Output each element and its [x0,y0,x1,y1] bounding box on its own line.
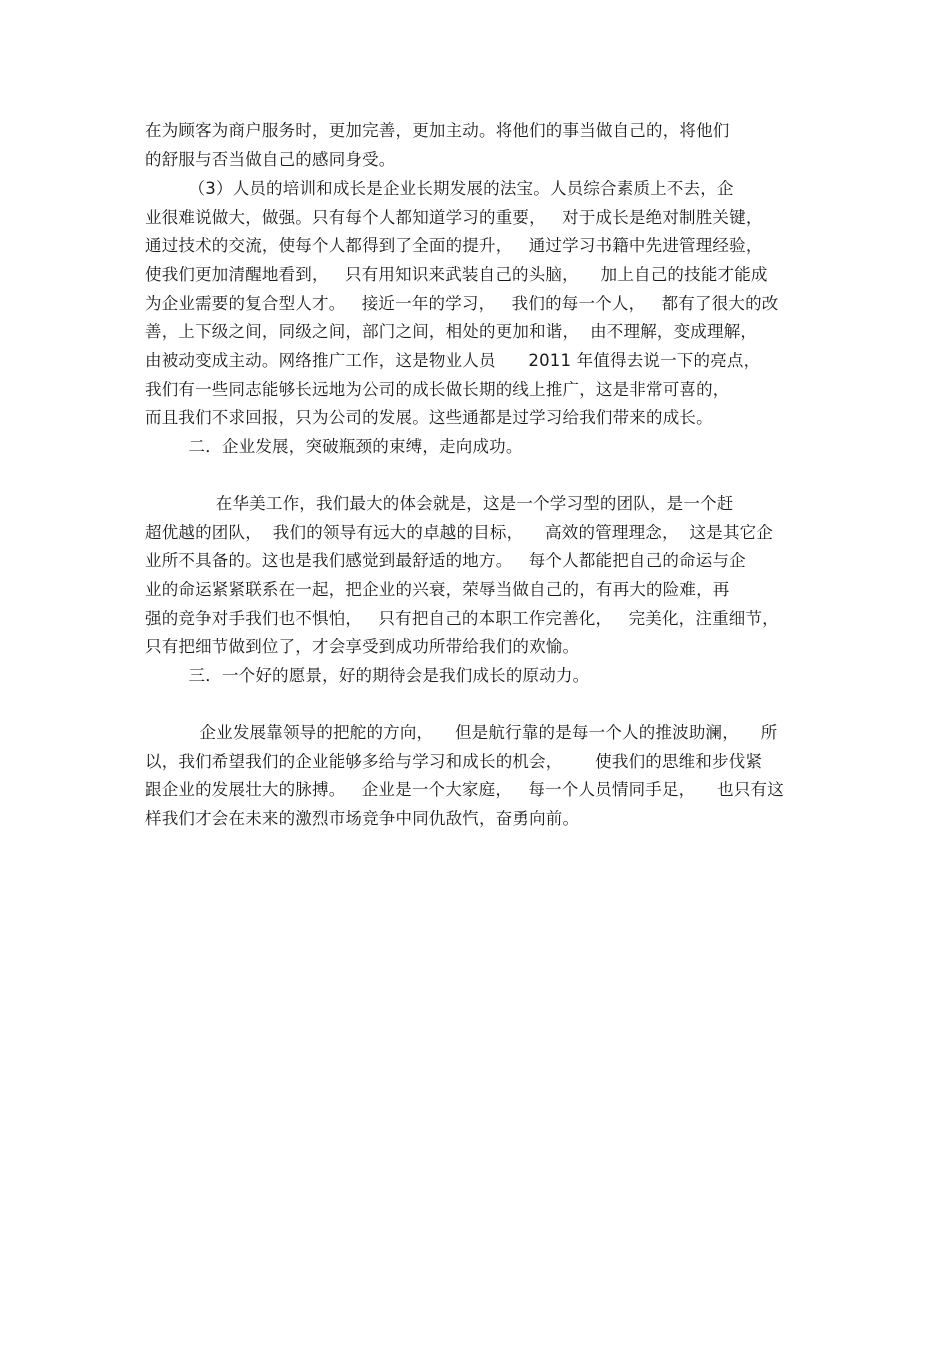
text-line: 样我们才会在未来的激烈市场竞争中同仇敌忾，奋勇向前。 [145,809,580,828]
text-line: 通过技术的交流，使每个人都得到了全面的提升， 通过学习书籍中先进管理经验， [145,236,763,255]
text-line: 而且我们不求回报，只为公司的发展。这些通都是过学习给我们带来的成长。 [145,408,713,427]
text-line: 为企业需要的复合型人才。 接近一年的学习， 我们的每一个人， 都有了很大的改 [145,294,779,313]
text-line: 企业发展靠领导的把舵的方向， 但是航行靠的是每一个人的推波助澜， 所 [145,723,778,742]
text-line: 强的竞争对手我们也不惧怕， 只有把自己的本职工作完善化， 完美化，注重细节， [145,609,779,628]
text-line: （3）人员的培训和成长是企业长期发展的法宝。人员综合素质上不去，企 [145,179,734,198]
text-line: 业所不具备的。这也是我们感觉到最舒适的地方。 每个人都能把自己的命运与企 [145,551,746,570]
text-line: 我们有一些同志能够长远地为公司的成长做长期的线上推广，这是非常可喜的， [145,380,730,399]
text-line: 由被动变成主动。网络推广工作，这是物业人员 2011 年值得去说一下的亮点， [145,351,761,370]
section-heading: 三．一个好的愿景，好的期待会是我们成长的原动力。 [145,666,590,685]
text-line: 跟企业的发展壮大的脉搏。 企业是一个大家庭， 每一个人员情同手足， 也只有这 [145,780,784,799]
text-line: 使我们更加清醒地看到， 只有用知识来武装自己的头脑， 加上自己的技能才能成 [145,265,768,284]
text-line: 善，上下级之间，同级之间，部门之间，相处的更加和谐， 由不理解，变成理解， [145,322,758,341]
text-line: 超优越的团队， 我们的领导有远大的卓越的目标， 高效的管理理念， 这是其它企 [145,523,774,542]
text-line: 业的命运紧紧联系在一起，把企业的兴衰，荣辱当做自己的，有再大的险难，再 [145,580,730,599]
text-line: 以，我们希望我们的企业能够多给与学习和成长的机会， 使我们的思维和步伐紧 [145,752,763,771]
section-heading: 二．企业发展，突破瓶颈的束缚，走向成功。 [145,437,523,456]
text-line: 在为顾客为商户服务时，更加完善，更加主动。将他们的事当做自己的，将他们 [145,121,730,140]
text-line: 只有把细节做到位了，才会享受到成功所带给我们的欢愉。 [145,637,580,656]
text-line: 业很难说做大，做强。只有每个人都知道学习的重要， 对于成长是绝对制胜关键， [145,208,763,227]
text-line: 在华美工作，我们最大的体会就是，这是一个学习型的团队，是一个赶 [145,494,734,513]
text-line: 的舒服与否当做自己的感同身受。 [145,150,396,169]
